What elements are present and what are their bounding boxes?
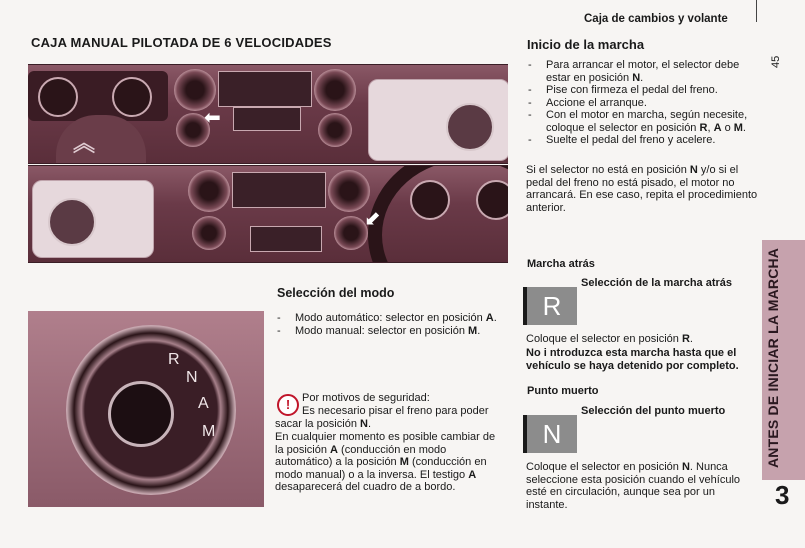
start-list [526,59,756,147]
mode-body-text: En cualquier momento es posible cambiar de la posición A (conducción en modo automático) a la posición M (conducción en modo manual) o a la inversa. El testigo A desaparecerá del cuadro de a bordo. [275,431,496,493]
start-item: - Con el motor en marcha, según necesite, coloque el selector en posición R, A o M. [526,109,756,134]
brake-pedal-icon [446,103,494,151]
brake-pedal-icon-2 [48,198,96,246]
selector-letter-n: N [186,369,198,386]
selector-letter-a: A [198,395,209,412]
mode-list [275,312,500,337]
reverse-gear-badge: R [523,287,577,325]
arrow-icon-2: ⬋ [364,208,381,230]
neutral-heading: Punto muerto [527,385,599,397]
selector-letter-r: R [168,351,180,368]
section-title: CAJA MANUAL PILOTADA DE 6 VELOCIDADES [31,35,332,50]
start-item: - Accione el arranque. [526,97,756,110]
start-title: Inicio de la marcha [527,37,645,52]
selector-photo [28,311,264,507]
mode-item: - Modo manual: selector en posición M. [275,325,500,338]
neutral-subheading: Selección del punto muerto [581,405,726,417]
selector-letter-m: M [202,423,216,440]
start-item: - Suelte el pedal del freno y acelere. [526,134,756,147]
page-number: 45 [770,55,782,68]
mode-item: - Modo automático: selector en posición A. [275,312,500,325]
dashboard-photo-2 [28,165,508,263]
start-item: - Para arrancar el motor, el selector debe estar en posición N. [526,59,756,84]
start-note: Si el selector no está en posición N y/o si el pedal del freno no está pisado, el motor no arrancará. En ese caso, repita el procedimiento anterior. [526,164,758,214]
caution-icon: ! [277,394,299,416]
chapter-tab-label: ANTES DE INICIAR LA MARCHA [765,247,781,468]
start-item: - Pise con firmeza el pedal del freno. [526,84,756,97]
running-title: Caja de cambios y volante [584,13,728,25]
dashboard-photo-1 [28,64,508,164]
reverse-text: Coloque el selector en posición R. [526,333,693,345]
chapter-number: 3 [775,480,790,510]
reverse-subheading: Selección de la marcha atrás [581,277,733,289]
neutral-gear-badge: N [523,415,577,453]
header-divider [756,0,757,22]
chevron-logo-icon: ︽ [73,131,96,156]
mode-heading: Selección del modo [277,286,395,300]
caution-line-1: Por motivos de seguridad: [302,392,430,404]
arrow-icon: ⬅ [204,107,221,129]
reverse-warning: No i ntroduzca esta marcha hasta que el vehículo se haya detenido por completo. [526,347,739,372]
reverse-heading: Marcha atrás [527,258,595,270]
caution-text: Es necesario pisar el freno para poder sacar la posición N. [275,405,489,430]
neutral-text: Coloque el selector en posición N. Nunca seleccione esta posición cuando el vehículo esté en circulación, aunque sea por un instante. [526,461,741,511]
